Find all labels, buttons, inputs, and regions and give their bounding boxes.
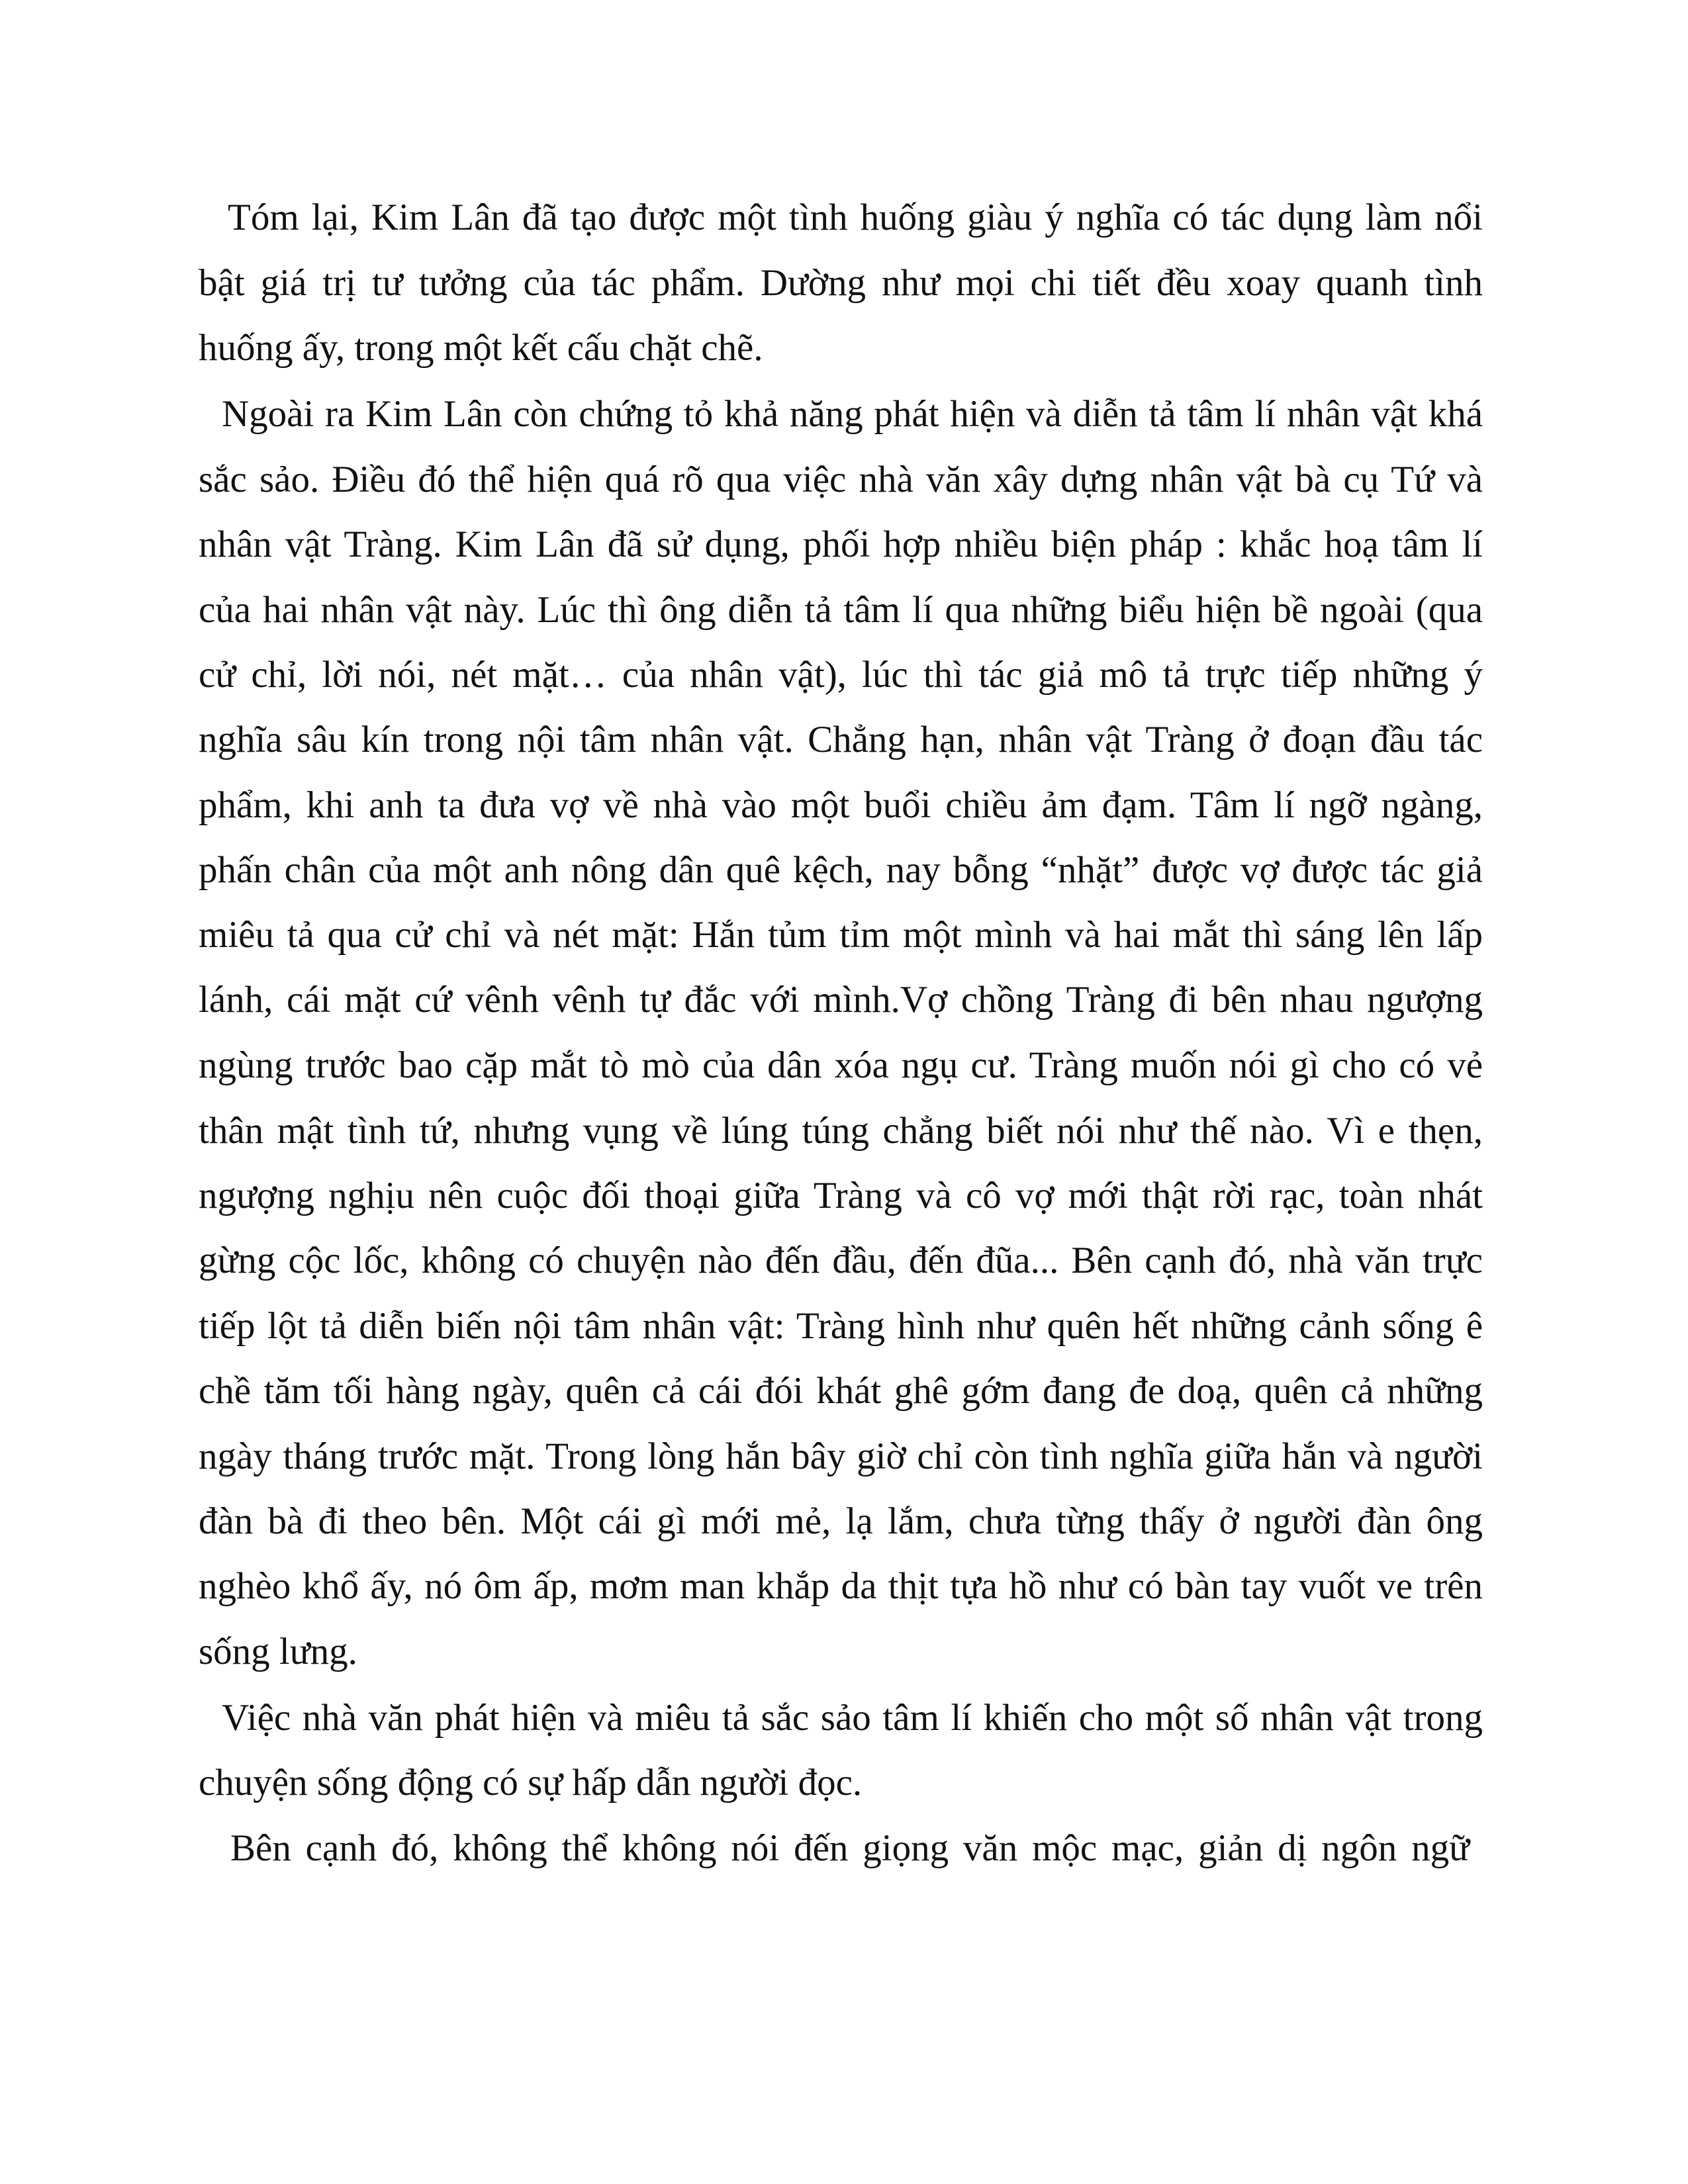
paragraph-2-line-3: nhân vật Tràng. Kim Lân đã sử dụng, phối hợp nhiều biện pháp : khắc hoạ tâm lí bbox=[199, 523, 1483, 565]
paragraph-2-line-14: gừng cộc lốc, không có chuyện nào đến đầu, đến đũa... Bên cạnh đó, nhà văn trực bbox=[199, 1240, 1483, 1281]
paragraph-2-line-20: sống lưng. bbox=[199, 1631, 357, 1672]
paragraph-2-line-7: phẩm, khi anh ta đưa vợ về nhà vào một buổi chiều ảm đạm. Tâm lí ngỡ ngàng, bbox=[199, 784, 1483, 826]
paragraph-2-line-5: cử chỉ, lời nói, nét mặt… của nhân vật), lúc thì tác giả mô tả trực tiếp những ý bbox=[199, 654, 1483, 696]
paragraph-2-line-15: tiếp lột tả diễn biến nội tâm nhân vật: Tràng hình như quên hết những cảnh sống ê bbox=[199, 1305, 1483, 1347]
paragraph-2-line-11: ngùng trước bao cặp mắt tò mò của dân xóa ngụ cư. Tràng muốn nói gì cho có vẻ bbox=[199, 1044, 1483, 1086]
paragraph-1-line-2: bật giá trị tư tưởng của tác phẩm. Dường như mọi chi tiết đều xoay quanh tình bbox=[199, 262, 1483, 304]
paragraph-2-line-12: thân mật tình tứ, nhưng vụng về lúng túng chẳng biết nói như thế nào. Vì e thẹn, bbox=[199, 1110, 1483, 1152]
paragraph-2-line-19: nghèo khổ ấy, nó ôm ấp, mơm man khắp da thịt tựa hồ như có bàn tay vuốt ve trên bbox=[199, 1565, 1483, 1607]
paragraph-2-line-18: đàn bà đi theo bên. Một cái gì mới mẻ, lạ lắm, chưa từng thấy ở người đàn ông bbox=[199, 1500, 1483, 1542]
paragraph-2-line-6: nghĩa sâu kín trong nội tâm nhân vật. Chẳng hạn, nhân vật Tràng ở đoạn đầu tác bbox=[199, 719, 1483, 760]
paragraph-2-line-4: của hai nhân vật này. Lúc thì ông diễn tả tâm lí qua những biểu hiện bề ngoài (qua bbox=[199, 589, 1483, 631]
paragraph-2-line-8: phấn chân của một anh nông dân quê kệch, nay bỗng “nhặt” được vợ được tác giả bbox=[199, 849, 1483, 891]
paragraph-2-line-9: miêu tả qua cử chỉ và nét mặt: Hắn tủm tỉm một mình và hai mắt thì sáng lên lấp bbox=[199, 914, 1483, 956]
paragraph-1-line-1: Tóm lại, Kim Lân đã tạo được một tình huống giàu ý nghĩa có tác dụng làm nổi bbox=[228, 197, 1483, 238]
paragraph-2-line-16: chề tăm tối hàng ngày, quên cả cái đói khát ghê gớm đang đe doạ, quên cả những bbox=[199, 1370, 1483, 1412]
paragraph-2-line-1: Ngoài ra Kim Lân còn chứng tỏ khả năng phát hiện và diễn tả tâm lí nhân vật khá bbox=[222, 393, 1483, 435]
document-page bbox=[199, 0, 1483, 2184]
paragraph-2-line-10: lánh, cái mặt cứ vênh vênh tự đắc với mình.Vợ chồng Tràng đi bên nhau ngượng bbox=[199, 979, 1483, 1021]
paragraph-2-line-13: ngượng nghịu nên cuộc đối thoại giữa Tràng và cô vợ mới thật rời rạc, toàn nhát bbox=[199, 1175, 1483, 1216]
paragraph-3-line-2: chuyện sống động có sự hấp dẫn người đọc. bbox=[199, 1762, 863, 1803]
paragraph-2-line-2: sắc sảo. Điều đó thể hiện quá rõ qua việc nhà văn xây dựng nhân vật bà cụ Tứ và bbox=[199, 459, 1483, 500]
paragraph-4-line-1: Bên cạnh đó, không thể không nói đến giọng văn mộc mạc, giản dị ngôn ngữ bbox=[230, 1827, 1470, 1869]
paragraph-1-line-3: huống ấy, trong một kết cấu chặt chẽ. bbox=[199, 327, 763, 369]
paragraph-3-line-1: Việc nhà văn phát hiện và miêu tả sắc sảo tâm lí khiến cho một số nhân vật trong bbox=[222, 1697, 1483, 1739]
paragraph-2-line-17: ngày tháng trước mặt. Trong lòng hắn bây giờ chỉ còn tình nghĩa giữa hắn và người bbox=[199, 1435, 1483, 1477]
